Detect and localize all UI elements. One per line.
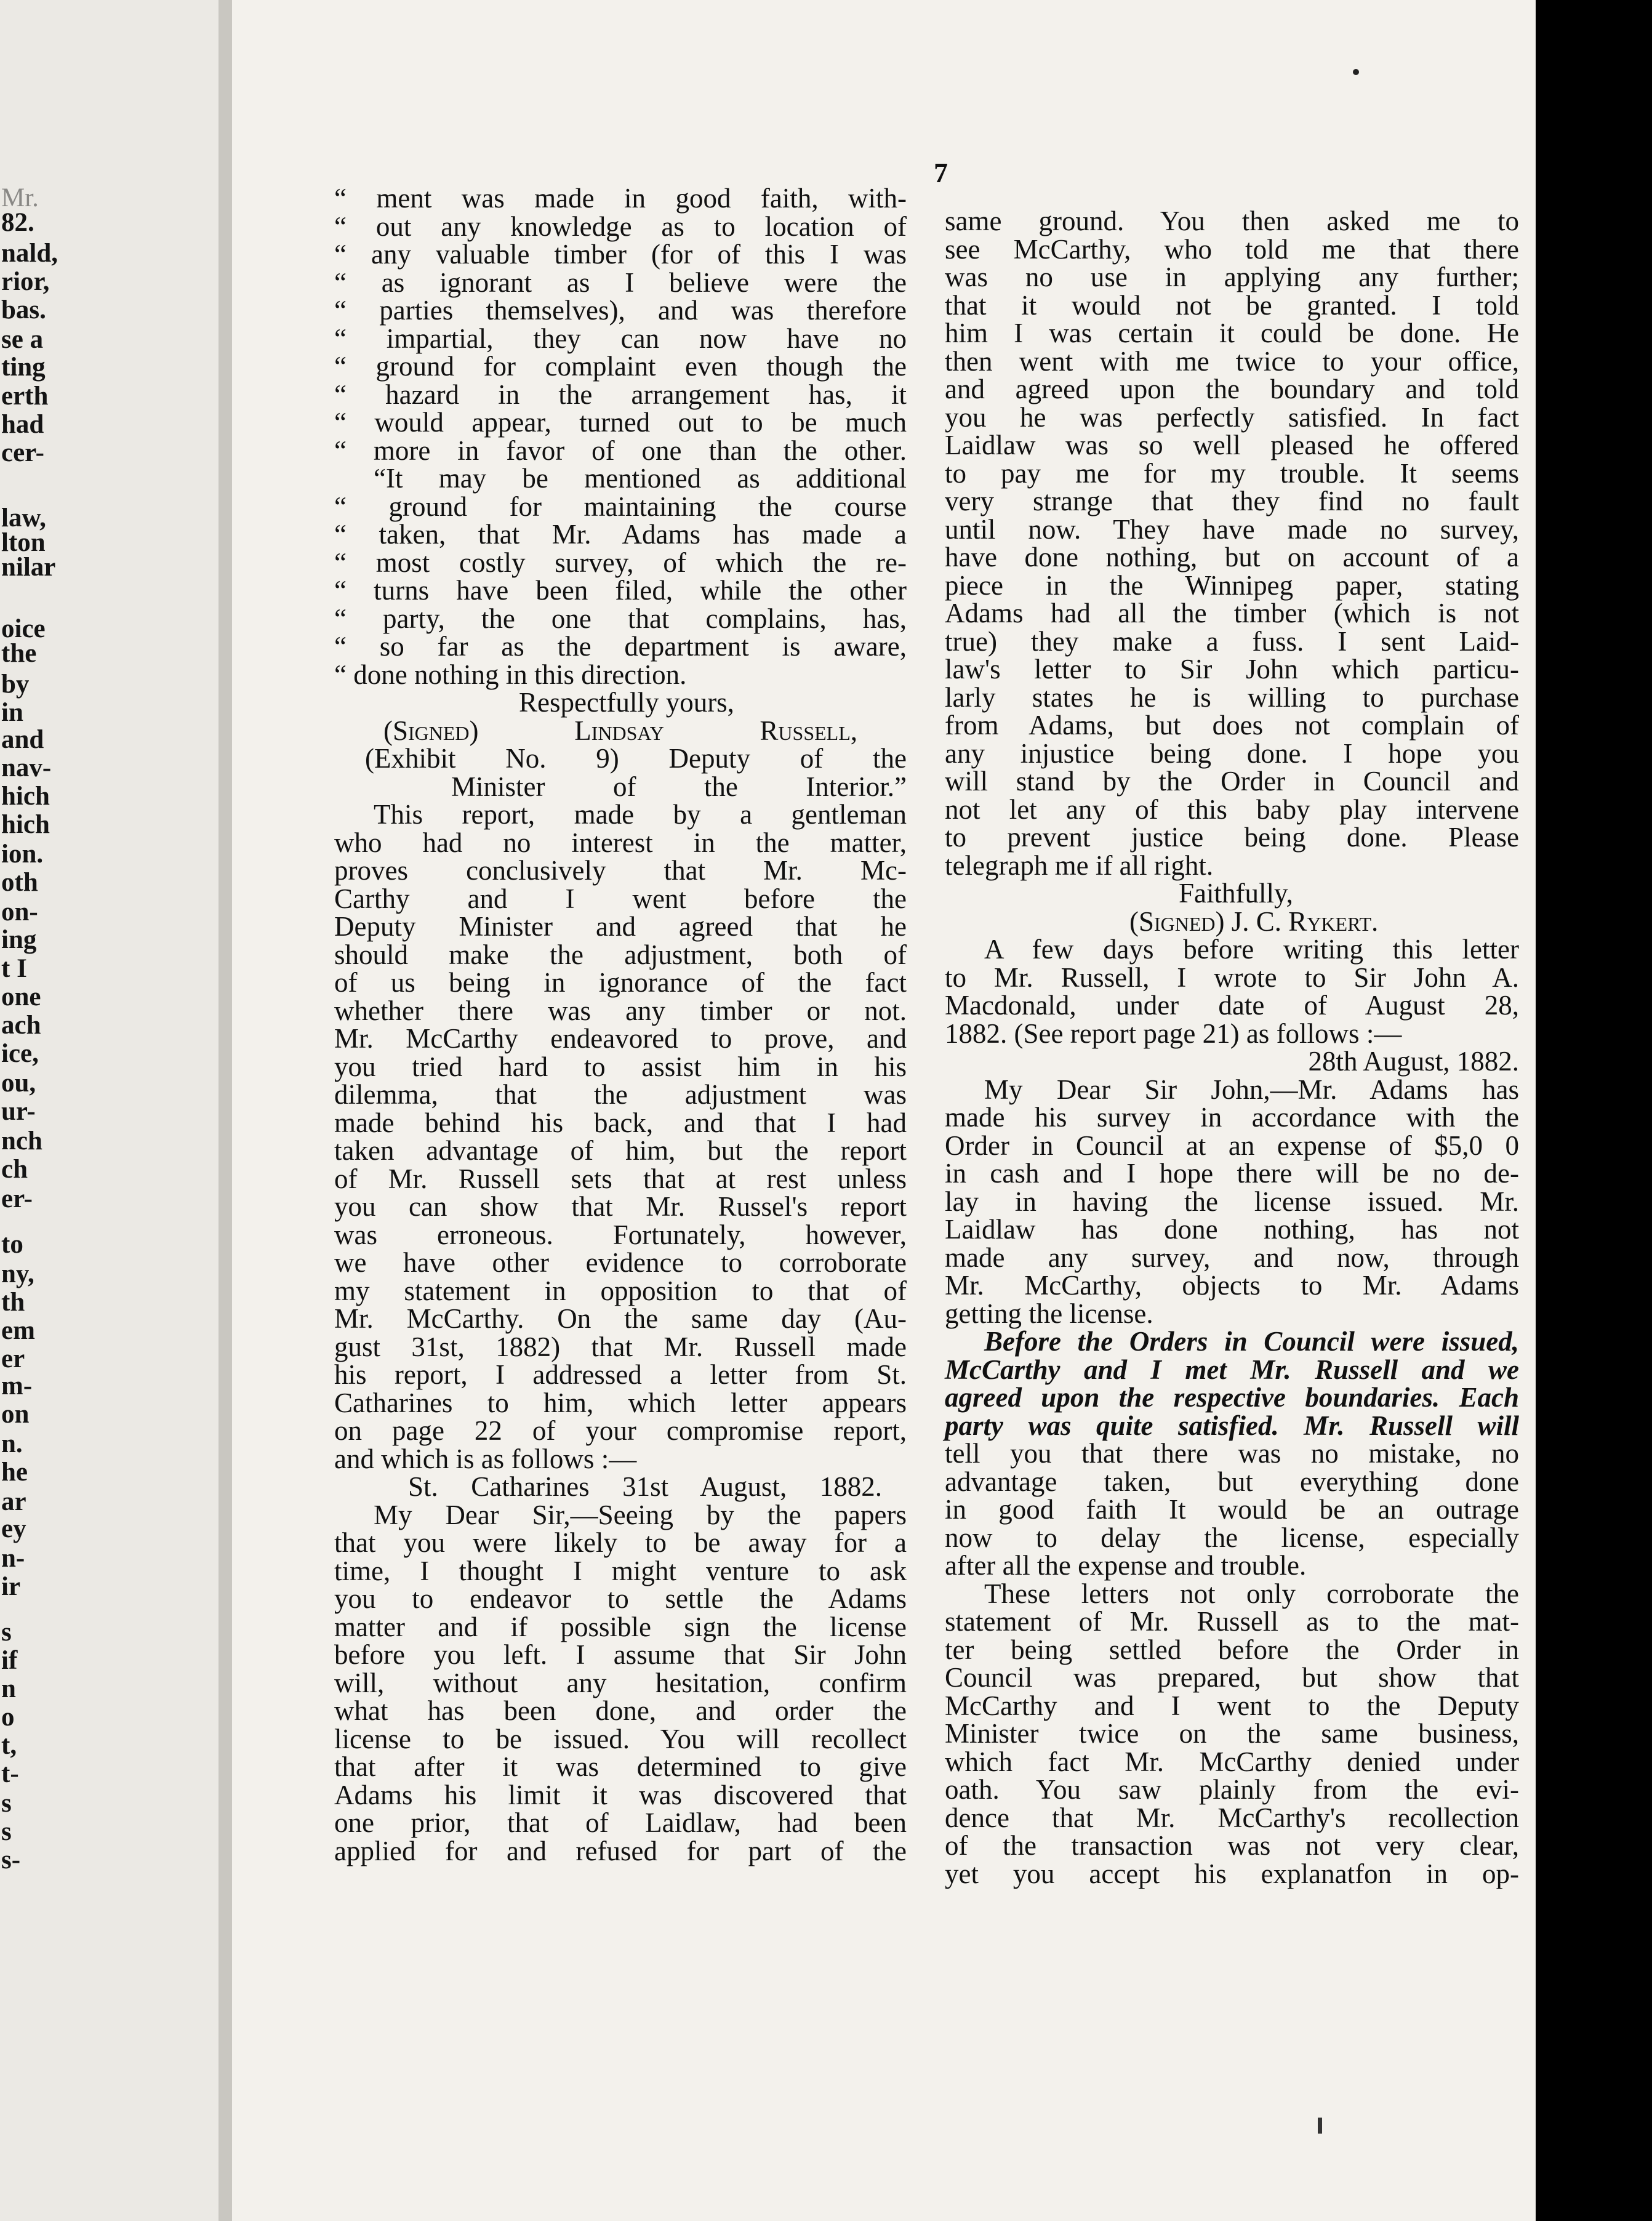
margin-text-fragment: m- <box>1 1372 33 1400</box>
text-line: then went with me twice to your office, <box>945 345 1519 377</box>
text-line: time, I thought I might venture to ask <box>334 1555 907 1586</box>
margin-text-fragment: in <box>1 698 23 727</box>
text-line: My Dear Sir,—Seeing by the papers <box>374 1499 907 1530</box>
text-line: “ ground for maintaining the course <box>334 491 907 522</box>
margin-text-fragment: Mr. <box>1 183 39 212</box>
margin-text-fragment: on <box>1 1400 30 1429</box>
margin-text-fragment: oice <box>1 614 46 643</box>
margin-text-fragment: t- <box>1 1759 19 1788</box>
text-line: whether there was any timber or not. <box>334 995 907 1026</box>
text-line: Before the Orders in Council were issued, <box>984 1326 1519 1357</box>
margin-text-fragment: s <box>1 1618 12 1647</box>
text-line: of us being in ignorance of the fact <box>334 967 907 998</box>
margin-text-fragment: law, <box>1 504 46 532</box>
text-line: see McCarthy, who told me that there <box>945 233 1519 265</box>
text-line: one prior, that of Laidlaw, had been <box>334 1807 907 1838</box>
text-line: “ parties themselves), and was therefore <box>334 295 907 326</box>
margin-text-fragment: had <box>1 410 44 439</box>
text-line: was no use in applying any further; <box>945 262 1519 292</box>
margin-text-fragment: nilar <box>1 553 56 582</box>
margin-text-fragment: ing <box>1 925 37 954</box>
text-line: Minister of the Interior.” <box>451 771 907 802</box>
text-line: These letters not only corroborate the <box>984 1578 1519 1609</box>
text-line: 1882. (See report page 21) as follows :— <box>945 1018 1402 1049</box>
text-line: (Signed) Lindsay Russell, <box>383 715 857 746</box>
text-line: should make the adjustment, both of <box>334 939 907 970</box>
text-line: him I was certain it could be done. He <box>945 318 1519 348</box>
text-line: in good faith It would be an outrage <box>945 1494 1519 1525</box>
text-line: advantage taken, but everything done <box>945 1466 1519 1497</box>
margin-text-fragment: if <box>1 1646 18 1675</box>
text-line: of the transaction was not very clear, <box>945 1830 1519 1861</box>
text-line: 28th August, 1882. <box>1308 1046 1519 1077</box>
text-line: in cash and I hope there will be no de- <box>945 1158 1519 1189</box>
page-number: 7 <box>934 157 948 188</box>
text-line: Macdonald, under date of August 28, <box>945 990 1519 1021</box>
text-line: before you left. I assume that Sir John <box>334 1639 907 1670</box>
text-line: have done nothing, but on account of a <box>945 542 1519 572</box>
text-line: you to endeavor to settle the Adams <box>334 1583 907 1614</box>
text-line: Mr. McCarthy, objects to Mr. Adams <box>945 1270 1519 1301</box>
text-line: on page 22 of your compromise report, <box>334 1415 907 1446</box>
text-line: “ ment was made in good faith, with- <box>334 183 907 214</box>
text-line: what has been done, and order the <box>334 1695 907 1726</box>
margin-text-fragment: o <box>1 1703 15 1732</box>
text-line: “ so far as the department is aware, <box>334 631 907 662</box>
text-line: yet you accept his explanatfon in op- <box>945 1858 1519 1889</box>
text-line: made any survey, and now, through <box>945 1242 1519 1273</box>
text-line: party was quite satisfied. Mr. Russell will <box>945 1410 1519 1441</box>
margin-text-fragment: ar <box>1 1487 26 1516</box>
text-line: which fact Mr. McCarthy denied under <box>945 1746 1519 1777</box>
margin-text-fragment: lton <box>1 528 46 557</box>
text-line: “ any valuable timber (for of this I was <box>334 239 907 270</box>
text-line: from Adams, but does not complain of <box>945 710 1519 741</box>
scan-speck <box>1353 69 1359 75</box>
margin-text-fragment: s <box>1 1789 12 1818</box>
text-line: of Mr. Russell sets that at rest unless <box>334 1163 907 1194</box>
text-line: dence that Mr. McCarthy's recollection <box>945 1802 1519 1833</box>
text-line: very strange that they find no fault <box>945 486 1519 516</box>
margin-text-fragment: hich <box>1 782 50 811</box>
text-line: to Mr. Russell, I wrote to Sir John A. <box>945 962 1519 993</box>
text-line: my statement in opposition to that of <box>334 1275 907 1306</box>
text-line: not let any of this baby play intervene <box>945 793 1519 825</box>
text-line: will, without any hesitation, confirm <box>334 1667 907 1698</box>
text-line: Council was prepared, but show that <box>945 1662 1519 1693</box>
margin-text-fragment: by <box>1 670 30 699</box>
text-line: getting the license. <box>945 1298 1153 1329</box>
margin-text-fragment: 82. <box>1 208 34 237</box>
text-line: you he was perfectly satisfied. In fact <box>945 401 1519 433</box>
text-line: Catharines to him, which letter appears <box>334 1387 907 1418</box>
text-line: Deputy Minister and agreed that he <box>334 911 907 942</box>
text-line: “ done nothing in this direction. <box>334 659 687 690</box>
text-line: telegraph me if all right. <box>945 849 1214 881</box>
text-line: (Exhibit No. 9) Deputy of the <box>365 743 907 774</box>
margin-text-fragment: em <box>1 1316 35 1345</box>
margin-text-fragment: s- <box>1 1845 21 1874</box>
text-line: Minister twice on the same business, <box>945 1718 1519 1749</box>
margin-text-fragment: th <box>1 1288 25 1317</box>
text-line: “ out any knowledge as to location of <box>334 211 907 242</box>
margin-text-fragment: he <box>1 1458 28 1487</box>
margin-text-fragment: one <box>1 982 41 1011</box>
scan-border <box>1536 0 1652 2221</box>
margin-text-fragment: t, <box>1 1731 17 1760</box>
text-line: “ turns have been filed, while the other <box>334 575 907 606</box>
text-line: “ more in favor of one than the other. <box>334 435 907 466</box>
text-line: same ground. You then asked me to <box>945 206 1519 236</box>
text-line: made his survey in accordance with the <box>945 1102 1519 1133</box>
margin-text-fragment: ch <box>1 1155 28 1184</box>
text-line: A few days before writing this letter <box>984 934 1519 965</box>
text-line: oath. You saw plainly from the evi- <box>945 1774 1519 1805</box>
text-line: “ taken, that Mr. Adams has made a <box>334 519 907 550</box>
text-line: you can show that Mr. Russel's report <box>334 1191 907 1222</box>
text-line: tell you that there was no mistake, no <box>945 1438 1519 1469</box>
margin-text-fragment: ur- <box>1 1097 36 1126</box>
text-line: “ party, the one that complains, has, <box>334 603 907 634</box>
margin-text-fragment: n- <box>1 1544 25 1573</box>
margin-text-fragment: oth <box>1 868 38 897</box>
text-line: made behind his back, and that I had <box>334 1107 907 1138</box>
text-line: Respectfully yours, <box>519 687 734 718</box>
right-text-column <box>945 207 1519 1888</box>
text-line: to pay me for my trouble. It seems <box>945 457 1519 489</box>
margin-text-fragment: on- <box>1 898 38 926</box>
left-text-column <box>334 185 907 1865</box>
text-line: Faithfully, <box>1179 878 1293 909</box>
margin-text-fragment: nav- <box>1 753 52 782</box>
text-line: statement of Mr. Russell as to the mat- <box>945 1606 1519 1637</box>
text-line: proves conclusively that Mr. Mc- <box>334 855 907 886</box>
margin-text-fragment: the <box>1 639 37 668</box>
margin-text-fragment: rior, <box>1 267 50 296</box>
margin-text-fragment: and <box>1 725 44 754</box>
margin-text-fragment: er- <box>1 1184 33 1213</box>
text-line: will stand by the Order in Council and <box>945 766 1519 797</box>
text-line: “ would appear, turned out to be much <box>334 407 907 438</box>
text-line: after all the expense and trouble. <box>945 1550 1307 1581</box>
text-line: Carthy and I went before the <box>334 883 907 914</box>
text-line: dilemma, that the adjustment was <box>334 1079 907 1110</box>
margin-text-fragment: bas. <box>1 295 46 324</box>
text-line: taken advantage of him, but the report <box>334 1135 907 1166</box>
text-line: ter being settled before the Order in <box>945 1634 1519 1665</box>
margin-text-fragment: ice, <box>1 1039 39 1068</box>
text-line: Adams his limit it was discovered that <box>334 1779 907 1810</box>
text-line: we have other evidence to corroborate <box>334 1247 907 1278</box>
text-line: agreed upon the respective boundaries. Each <box>945 1382 1519 1413</box>
text-line: “ ground for complaint even though the <box>334 351 907 382</box>
text-line: Mr. McCarthy endeavored to prove, and <box>334 1023 907 1054</box>
text-line: “ hazard in the arrangement has, it <box>334 379 907 410</box>
text-line: that it would not be granted. I told <box>945 289 1519 321</box>
text-line: McCarthy and I went to the Deputy <box>945 1690 1519 1721</box>
margin-text-fragment: to <box>1 1230 23 1259</box>
margin-text-fragment: nch <box>1 1127 42 1155</box>
text-line: you tried hard to assist him in his <box>334 1051 907 1082</box>
text-line: until now. They have made no survey, <box>945 513 1519 545</box>
text-line: My Dear Sir John,—Mr. Adams has <box>984 1074 1519 1105</box>
text-line: that after it was determined to give <box>334 1751 907 1782</box>
text-line: gust 31st, 1882) that Mr. Russell made <box>334 1331 907 1362</box>
text-line: larly states he is willing to purchase <box>945 681 1519 713</box>
margin-text-fragment: ny, <box>1 1259 34 1288</box>
text-line: McCarthy and I met Mr. Russell and we <box>945 1354 1519 1385</box>
book-gutter <box>219 0 232 2221</box>
margin-text-fragment: nald, <box>1 239 58 268</box>
margin-text-fragment: erth <box>1 382 49 411</box>
margin-text-fragment: ir <box>1 1572 21 1601</box>
text-line: license to be issued. You will recollect <box>334 1723 907 1754</box>
margin-text-fragment: n <box>1 1674 16 1703</box>
margin-text-fragment: n. <box>1 1429 23 1458</box>
text-line: “ as ignorant as I believe were the <box>334 267 907 298</box>
text-line: true) they make a fuss. I sent Laid- <box>945 625 1519 657</box>
text-line: Laidlaw was so well pleased he offered <box>945 430 1519 460</box>
text-line: was erroneous. Fortunately, however, <box>334 1219 907 1250</box>
text-line: This report, made by a gentleman <box>374 799 907 830</box>
margin-text-fragment: se a <box>1 325 44 354</box>
margin-text-fragment: ting <box>1 353 46 382</box>
text-line: Laidlaw has done nothing, has not <box>945 1214 1519 1245</box>
text-line: lay in having the license issued. Mr. <box>945 1186 1519 1217</box>
text-line: matter and if possible sign the license <box>334 1611 907 1642</box>
margin-text-fragment: s <box>1 1817 12 1846</box>
text-line: his report, I addressed a letter from St. <box>334 1359 907 1390</box>
facing-page-fragment <box>0 0 219 2221</box>
text-line: “ most costly survey, of which the re- <box>334 547 907 578</box>
text-line: Order in Council at an expense of $5,0 0 <box>945 1130 1519 1161</box>
margin-text-fragment: t I <box>1 954 27 983</box>
text-line: law's letter to Sir John which particu- <box>945 654 1519 685</box>
scan-speck <box>1318 2118 1322 2134</box>
text-line: that you were likely to be away for a <box>334 1527 907 1558</box>
margin-text-fragment: ion. <box>1 840 44 869</box>
text-line: (Signed) J. C. Rykert. <box>1129 906 1379 937</box>
text-line: “ impartial, they can now have no <box>334 323 907 354</box>
text-line: to prevent justice being done. Please <box>945 822 1519 853</box>
text-line: applied for and refused for part of the <box>334 1835 907 1866</box>
text-line: now to delay the license, especially <box>945 1522 1519 1553</box>
margin-text-fragment: ey <box>1 1514 26 1543</box>
text-line: St. Catharines 31st August, 1882. <box>408 1471 882 1502</box>
margin-text-fragment: ou, <box>1 1069 36 1098</box>
margin-text-fragment: er <box>1 1344 25 1373</box>
text-line: and which is as follows :— <box>334 1443 637 1474</box>
text-line: Adams had all the timber (which is not <box>945 598 1519 629</box>
text-line: any injustice being done. I hope you <box>945 737 1519 769</box>
text-line: “It may be mentioned as additional <box>374 463 907 494</box>
margin-text-fragment: cer- <box>1 438 44 467</box>
margin-text-fragment: ach <box>1 1011 41 1040</box>
text-line: Mr. McCarthy. On the same day (Au- <box>334 1303 907 1334</box>
text-line: who had no interest in the matter, <box>334 827 907 858</box>
text-line: and agreed upon the boundary and told <box>945 374 1519 404</box>
margin-text-fragment: hich <box>1 810 50 839</box>
text-line: piece in the Winnipeg paper, stating <box>945 569 1519 601</box>
